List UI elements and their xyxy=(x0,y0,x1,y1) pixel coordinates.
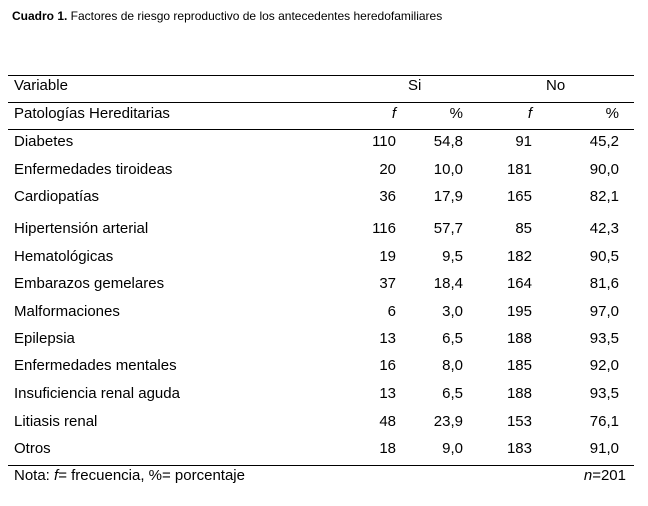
table-row xyxy=(8,247,634,267)
row-variable: Otros xyxy=(14,440,51,457)
row-no-percent: 42,3 xyxy=(589,220,619,237)
row-no-frequency: 183 xyxy=(506,440,532,457)
row-si-percent: 6,5 xyxy=(442,330,463,347)
row-no-percent: 91,0 xyxy=(589,440,619,457)
table-row xyxy=(8,302,634,322)
row-variable: Cardiopatías xyxy=(14,188,100,205)
subheader-rule xyxy=(8,129,634,130)
row-no-frequency: 182 xyxy=(506,248,532,265)
row-variable: Enfermedades tiroideas xyxy=(14,161,173,178)
row-no-percent: 81,6 xyxy=(589,275,619,292)
table-row xyxy=(8,274,634,294)
row-variable: Insuficiencia renal aguda xyxy=(14,385,180,402)
row-si-frequency: 20 xyxy=(379,161,396,178)
subheader-no-freq: f xyxy=(527,105,532,122)
table-row xyxy=(8,160,634,180)
row-no-percent: 93,5 xyxy=(589,385,619,402)
row-variable: Embarazos gemelares xyxy=(14,275,165,292)
row-si-percent: 54,8 xyxy=(433,133,463,150)
row-si-frequency: 13 xyxy=(379,330,396,347)
table-row xyxy=(8,412,634,432)
row-si-percent: 3,0 xyxy=(442,303,463,320)
row-no-frequency: 188 xyxy=(506,385,532,402)
row-si-percent: 8,0 xyxy=(442,357,463,374)
header-si: Si xyxy=(408,77,422,94)
subheader-row xyxy=(8,104,634,124)
row-si-percent: 10,0 xyxy=(433,161,463,178)
row-si-frequency: 18 xyxy=(379,440,396,457)
row-variable: Hipertensión arterial xyxy=(14,220,149,237)
row-no-frequency: 181 xyxy=(506,161,532,178)
row-variable: Hematológicas xyxy=(14,248,114,265)
table-row xyxy=(8,384,634,404)
row-si-frequency: 36 xyxy=(379,188,396,205)
row-no-percent: 76,1 xyxy=(589,413,619,430)
header-variable: Variable xyxy=(14,77,68,94)
note-f-symbol: f xyxy=(54,467,59,484)
row-si-frequency: 116 xyxy=(372,220,396,237)
note-n-text: =201 xyxy=(592,467,626,484)
row-si-frequency: 48 xyxy=(379,413,396,430)
row-si-frequency: 110 xyxy=(372,133,396,150)
table-row xyxy=(8,219,634,239)
row-no-frequency: 153 xyxy=(506,413,532,430)
row-no-percent: 45,2 xyxy=(589,133,619,150)
row-si-percent: 18,4 xyxy=(433,275,463,292)
row-no-frequency: 195 xyxy=(506,303,532,320)
row-no-frequency: 85 xyxy=(515,220,532,237)
subheader-si-freq: f xyxy=(391,105,396,122)
subheader-label: Patologías Hereditarias xyxy=(14,105,170,122)
row-no-percent: 82,1 xyxy=(589,188,619,205)
row-si-frequency: 19 xyxy=(379,248,396,265)
row-no-frequency: 164 xyxy=(506,275,532,292)
note-prefix: Nota: xyxy=(14,467,55,484)
table-note xyxy=(8,466,634,486)
row-variable: Epilepsia xyxy=(14,330,75,347)
row-variable: Litiasis renal xyxy=(14,413,98,430)
caption-label: Cuadro 1. xyxy=(12,9,68,23)
row-si-frequency: 16 xyxy=(379,357,396,374)
row-no-percent: 97,0 xyxy=(589,303,619,320)
note-n-symbol: n xyxy=(583,467,593,484)
table-row xyxy=(8,439,634,459)
table-caption xyxy=(12,9,442,23)
header-rule xyxy=(8,102,634,103)
header-no: No xyxy=(546,77,566,94)
row-no-frequency: 91 xyxy=(515,133,532,150)
row-si-percent: 9,0 xyxy=(442,440,463,457)
row-no-frequency: 185 xyxy=(506,357,532,374)
caption-text: Factores de riesgo reproductivo de los antecedentes heredofamiliares xyxy=(67,9,443,23)
row-si-percent: 57,7 xyxy=(433,220,463,237)
row-no-percent: 90,5 xyxy=(589,248,619,265)
row-si-frequency: 6 xyxy=(387,303,396,320)
row-si-percent: 9,5 xyxy=(442,248,463,265)
table-row xyxy=(8,356,634,376)
note-f-text: = frecuencia, %= porcentaje xyxy=(58,467,245,484)
row-no-frequency: 188 xyxy=(506,330,532,347)
row-no-percent: 92,0 xyxy=(589,357,619,374)
note-text xyxy=(14,466,245,486)
row-si-percent: 6,5 xyxy=(442,385,463,402)
row-si-percent: 17,9 xyxy=(433,188,463,205)
row-no-percent: 93,5 xyxy=(589,330,619,347)
row-si-frequency: 13 xyxy=(379,385,396,402)
subheader-si-pct: % xyxy=(449,105,463,122)
subheader-no-pct: % xyxy=(605,105,619,122)
row-no-frequency: 165 xyxy=(506,188,532,205)
note-sample-size xyxy=(584,466,626,486)
row-si-percent: 23,9 xyxy=(433,413,463,430)
table-row xyxy=(8,187,634,207)
table-row xyxy=(8,132,634,152)
row-variable: Enfermedades mentales xyxy=(14,357,177,374)
row-si-frequency: 37 xyxy=(379,275,396,292)
row-variable: Diabetes xyxy=(14,133,74,150)
header-row xyxy=(8,76,634,96)
table-row xyxy=(8,329,634,349)
row-no-percent: 90,0 xyxy=(589,161,619,178)
row-variable: Malformaciones xyxy=(14,303,120,320)
